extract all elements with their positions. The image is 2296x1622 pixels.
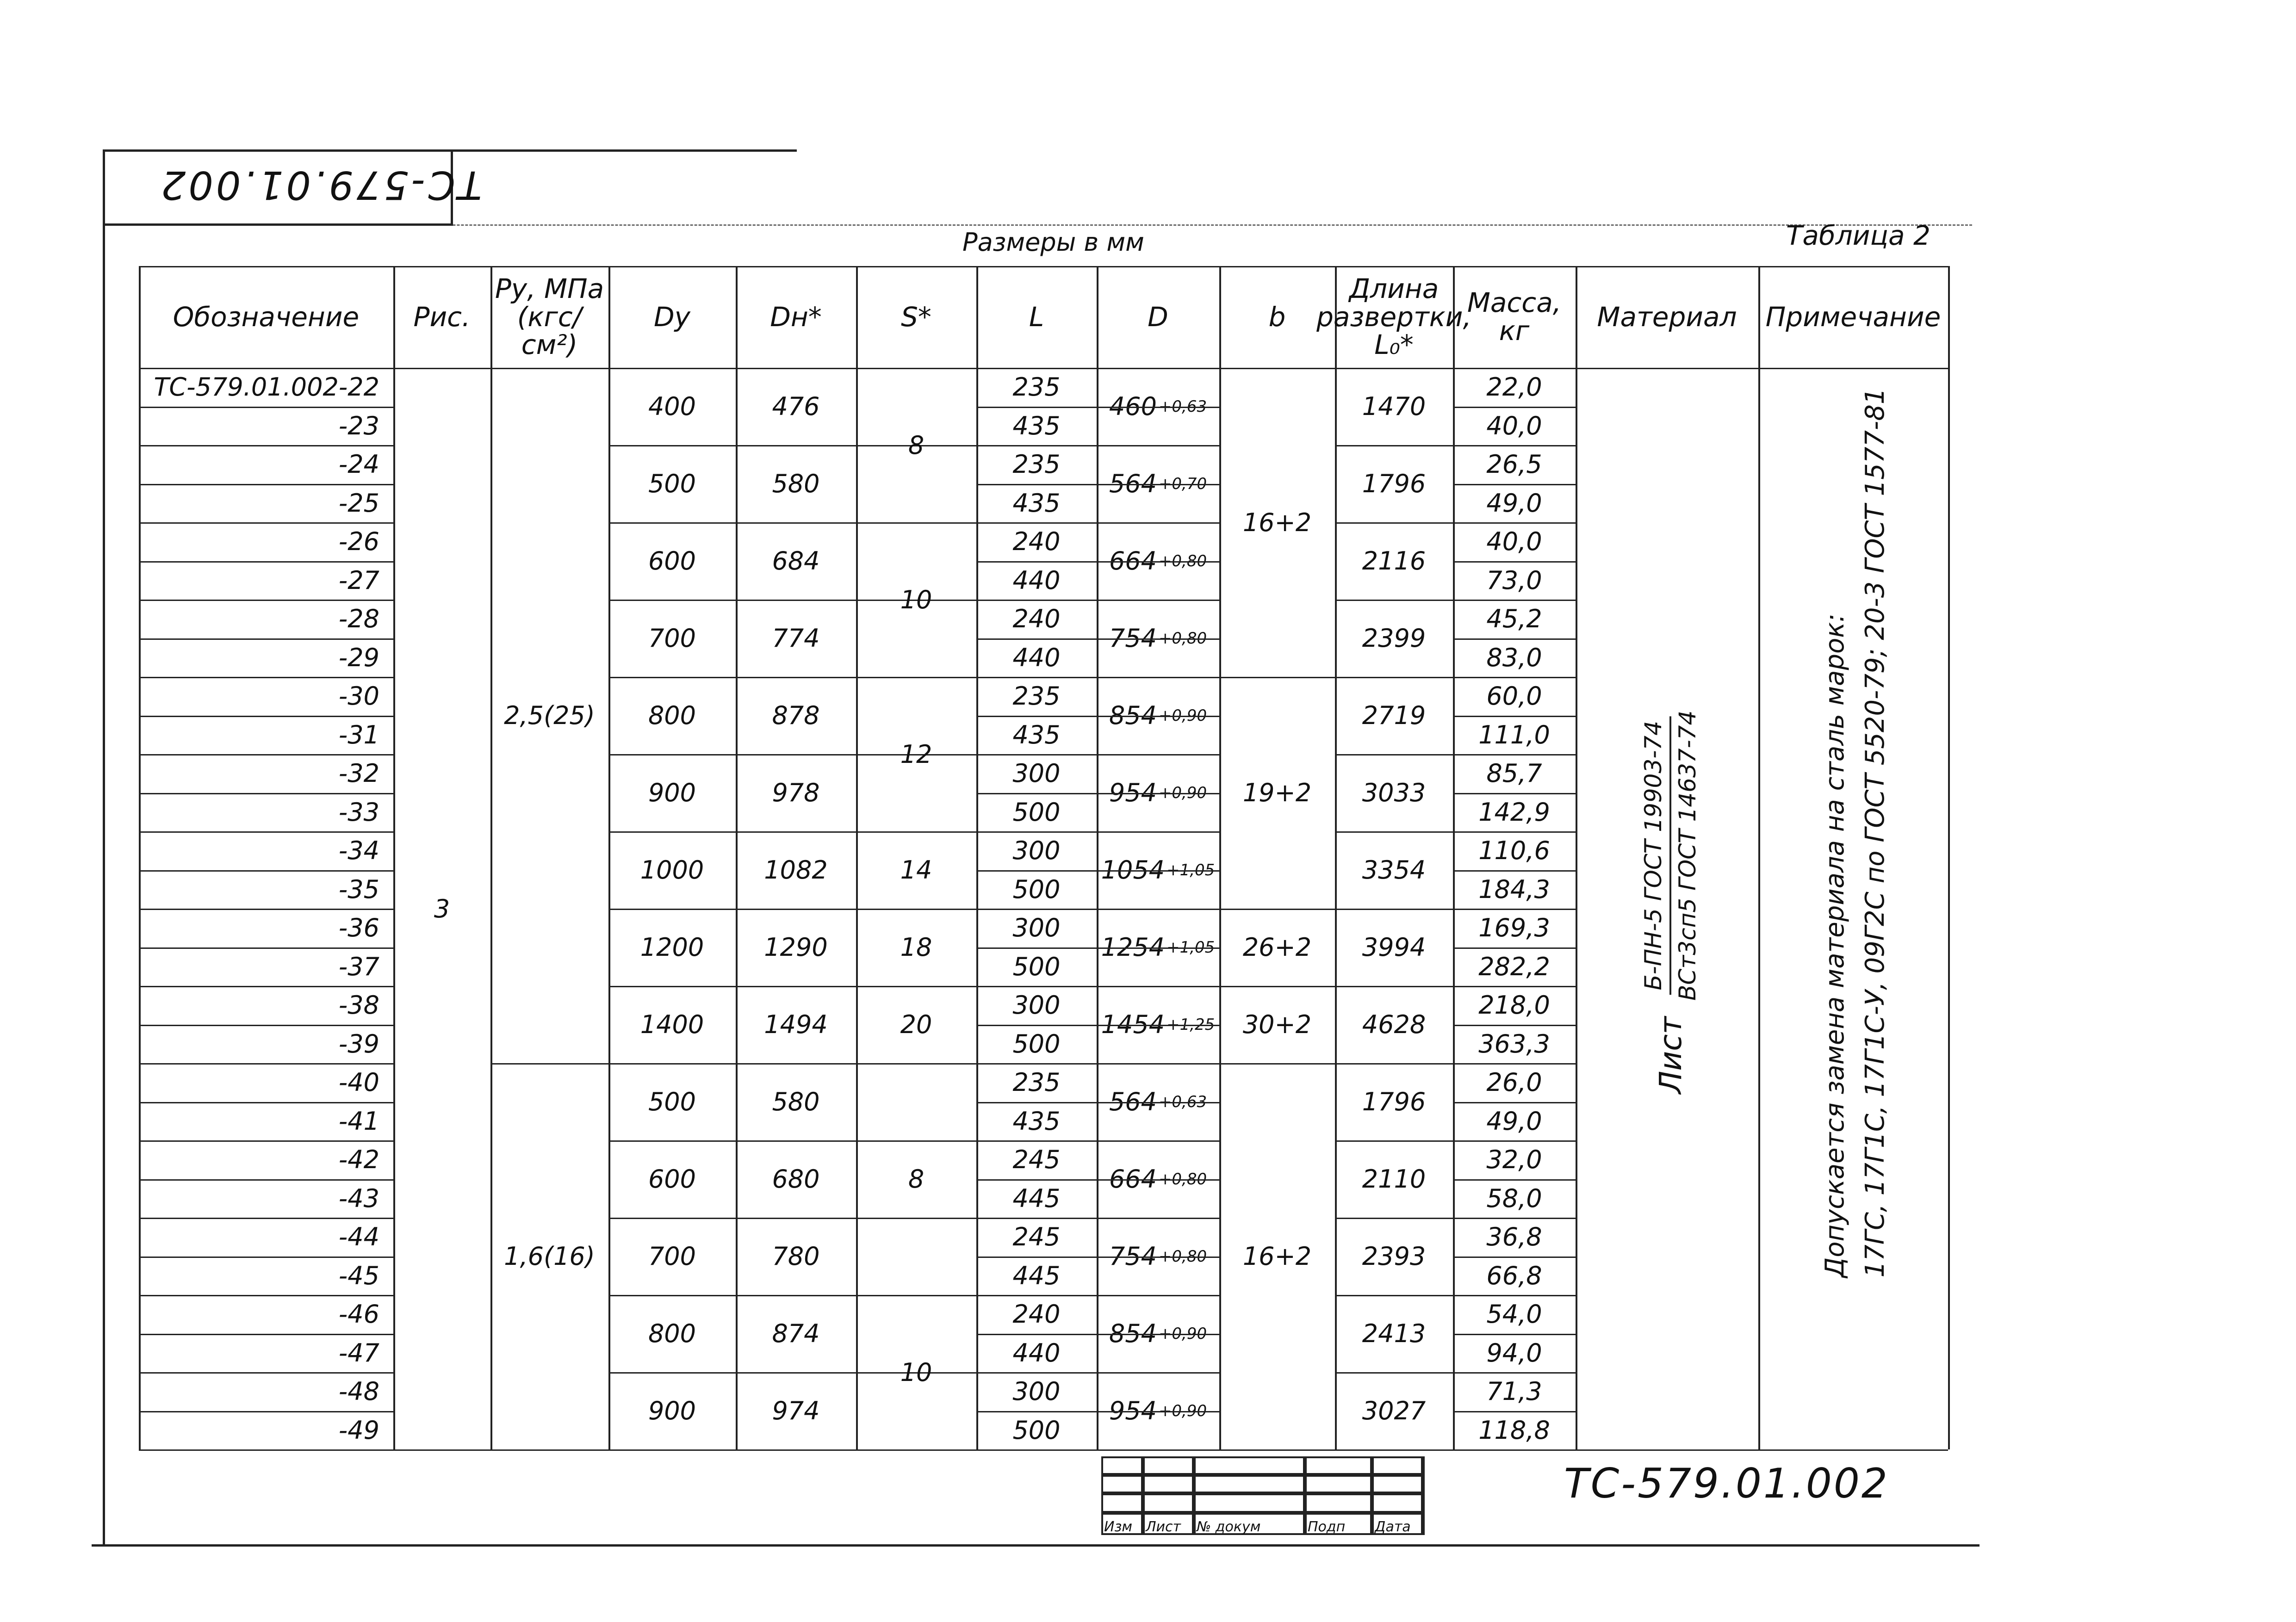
row-divider [976,407,1219,408]
d-base: 564 [1109,469,1157,498]
designation-cell: -47 [338,1338,379,1368]
row-divider [976,1257,1219,1258]
header-fig: Рис. [413,301,471,333]
material-bottom: ВСт3сп5 ГОСТ 14637-74 [1674,710,1701,1001]
pressure-cell: 2,5(25) [504,701,595,730]
length-cell: 3994 [1362,933,1426,962]
dy-cell: 1000 [640,855,704,885]
mass-cell: 60,0 [1486,681,1542,711]
row-divider [976,1179,1219,1181]
mass-cell: 54,0 [1486,1300,1542,1329]
title-block-label: № докум [1197,1519,1261,1535]
designation-cell: -40 [338,1068,379,1097]
d-tolerance: +0,90 [1158,1324,1207,1343]
l-cell: 435 [1012,1106,1061,1136]
dimensions-caption: Размеры в мм [962,228,1144,257]
title-block-label: Подп [1308,1519,1346,1535]
designation-cell: -23 [338,411,379,440]
row-divider [1453,407,1576,408]
b-cell: 16+2 [1242,508,1312,537]
mass-cell: 36,8 [1486,1222,1542,1252]
d-tolerance: +0,80 [1158,629,1207,648]
l-cell: 300 [1012,1377,1061,1406]
l-cell: 300 [1012,991,1061,1020]
dn-cell: 974 [772,1396,820,1425]
mass-cell: 49,0 [1486,488,1542,518]
d-tolerance: +1,05 [1167,938,1215,957]
l-cell: 300 [1012,836,1061,866]
mass-cell: 58,0 [1486,1183,1542,1213]
s-cell: 8 [908,1164,925,1194]
b-cell: 16+2 [1242,1242,1312,1271]
row-divider [1453,716,1576,717]
title-block-label: Изм [1104,1519,1133,1535]
header-mass: Масса, кг [1467,287,1562,347]
header-length: Длина развертки, L₀* [1316,272,1471,361]
mass-cell: 142,9 [1478,797,1550,827]
d-base: 664 [1109,546,1157,576]
dy-cell: 500 [648,1087,696,1116]
designation-cell: -45 [338,1261,379,1290]
length-cell: 2110 [1362,1164,1426,1194]
mass-cell: 169,3 [1478,913,1550,943]
dy-cell: 700 [648,624,696,653]
dy-cell: 1200 [640,933,704,962]
rotated-stamp-box [103,149,482,226]
title-block-cell [1372,1456,1423,1475]
group-divider [490,1449,608,1451]
d-tolerance: +1,25 [1167,1015,1215,1034]
row-divider [1453,1257,1576,1258]
header-d: D [1148,301,1168,333]
designation-cell: -34 [338,836,379,866]
designation-cell: -42 [338,1145,379,1175]
designation-cell: -26 [338,527,379,557]
d-tolerance: +0,90 [1158,1401,1207,1420]
dn-cell: 580 [772,1087,820,1116]
length-cell: 3027 [1362,1396,1426,1425]
length-cell: 2719 [1362,701,1426,730]
d-base: 460 [1109,392,1157,421]
row-divider [1453,947,1576,949]
designation-cell: -43 [338,1183,379,1213]
mass-cell: 218,0 [1478,991,1550,1020]
designation-cell: -46 [338,1300,379,1329]
title-block-cell [1305,1493,1372,1513]
pair-divider [976,1449,1219,1451]
l-cell: 445 [1012,1183,1061,1213]
designation-cell: -29 [338,643,379,672]
length-cell: 1796 [1362,469,1426,498]
pair-divider [1335,1449,1576,1451]
l-cell: 440 [1012,565,1061,595]
s-cell: 18 [900,933,932,962]
title-block-cell [1194,1475,1305,1493]
header-dy: Dy [654,301,690,333]
designation-cell: -27 [338,565,379,595]
title-block-cell [1101,1456,1143,1475]
row-divider [1453,1411,1576,1412]
designation-cell: -49 [338,1415,379,1445]
title-block-label: Лист [1146,1519,1181,1535]
l-cell: 245 [1012,1145,1061,1175]
length-cell: 2116 [1362,546,1426,576]
d-tolerance: +0,90 [1158,706,1207,725]
column-divider [1948,266,1950,1449]
header-b: b [1268,301,1286,333]
l-cell: 435 [1012,488,1061,518]
mass-cell: 184,3 [1478,874,1550,904]
dn-cell: 680 [772,1164,820,1194]
designation-cell: ТС-579.01.002-22 [154,372,379,402]
column-divider [1758,266,1760,1449]
s-cell: 20 [900,1010,932,1039]
d-base: 1254 [1101,933,1165,962]
s-cell: 8 [908,430,925,460]
l-cell: 235 [1012,1068,1061,1097]
mass-cell: 83,0 [1486,643,1542,672]
s-cell: 10 [900,585,932,614]
title-block-cell [1305,1456,1372,1475]
d-tolerance: +0,70 [1158,474,1207,493]
fig-cell: 3 [434,894,450,923]
row-divider [976,870,1219,872]
row-divider [976,638,1219,640]
designation-cell: -25 [338,488,379,518]
s-cell: 10 [900,1357,932,1387]
d-base: 754 [1109,624,1157,653]
title-block-code: ТС-579.01.002 [1564,1460,1889,1507]
dn-cell: 1082 [764,855,828,885]
length-cell: 4628 [1362,1010,1426,1039]
d-base: 564 [1109,1087,1157,1116]
d-base: 664 [1109,1164,1157,1194]
dn-cell: 978 [772,778,820,807]
b-cell: 26+2 [1242,933,1312,962]
row-divider [1453,870,1576,872]
title-block-cell [1372,1493,1423,1513]
designation-cell: -30 [338,681,379,711]
dy-cell: 1400 [640,1010,704,1039]
d-base: 1054 [1101,855,1165,885]
d-tolerance: +0,80 [1158,1170,1207,1189]
material-fraction [1640,706,1701,1005]
row-divider [976,1025,1219,1026]
header-designation: Обозначение [173,301,360,333]
row-divider [976,947,1219,949]
s-cell: 14 [900,855,932,885]
title-block-cell [1143,1456,1194,1475]
mass-cell: 49,0 [1486,1106,1542,1136]
d-tolerance: +0,80 [1158,551,1207,570]
header-note: Примечание [1765,301,1941,333]
material-cell [1610,657,1731,1143]
d-tolerance: +0,63 [1158,1092,1207,1111]
row-divider [1453,638,1576,640]
dn-cell: 684 [772,546,820,576]
l-cell: 435 [1012,411,1061,440]
l-cell: 440 [1012,1338,1061,1368]
designation-cell: -24 [338,450,379,479]
note-cell [1786,388,1925,1278]
l-cell: 300 [1012,913,1061,943]
header-l: L [1029,301,1044,333]
dn-cell: 874 [772,1319,820,1348]
title-block-cell [1101,1475,1143,1493]
dn-cell: 1290 [764,933,828,962]
title-block-cell [1305,1475,1372,1493]
length-cell: 2393 [1362,1242,1426,1271]
row-divider [1453,1179,1576,1181]
l-cell: 245 [1012,1222,1061,1252]
designation-cell: -38 [338,991,379,1020]
designation-cell: -35 [338,874,379,904]
row-divider [1453,561,1576,563]
dy-cell: 800 [648,1319,696,1348]
designation-cell: -28 [338,604,379,634]
header-material: Материал [1597,301,1737,333]
row-divider [1453,1102,1576,1103]
row-divider [1453,1025,1576,1026]
mass-cell: 26,0 [1486,1068,1542,1097]
mass-cell: 94,0 [1486,1338,1542,1368]
dn-cell: 878 [772,701,820,730]
b-cell: 30+2 [1242,1010,1312,1039]
designation-cell: -32 [338,759,379,788]
row-divider [976,561,1219,563]
row-divider [976,716,1219,717]
d-tolerance: +0,80 [1158,1247,1207,1266]
designation-cell: -31 [338,720,379,749]
row-divider [976,793,1219,794]
title-block-cell [1101,1493,1143,1513]
l-cell: 235 [1012,450,1061,479]
mass-cell: 40,0 [1486,411,1542,440]
l-cell: 500 [1012,1415,1061,1445]
l-cell: 500 [1012,952,1061,981]
length-cell: 1796 [1362,1087,1426,1116]
designation-cell: -41 [338,1106,379,1136]
length-cell: 2413 [1362,1319,1426,1348]
mass-cell: 111,0 [1478,720,1550,749]
l-cell: 240 [1012,1300,1061,1329]
table-label: Таблица 2 [1786,220,1930,251]
length-cell: 2399 [1362,624,1426,653]
dy-cell: 500 [648,469,696,498]
d-tolerance: +0,90 [1158,783,1207,802]
l-cell: 445 [1012,1261,1061,1290]
b-cell: 19+2 [1242,778,1312,807]
title-block-cell [1143,1493,1194,1513]
row-divider [976,484,1219,485]
designation-cell: -48 [338,1377,379,1406]
dn-cell: 780 [772,1242,820,1271]
row-divider [976,1102,1219,1103]
rotated-stamp-code: ТС-579.01.002 [158,162,482,208]
material-top: Б-ПН-5 ГОСТ 19903-74 [1640,716,1671,995]
dy-cell: 900 [648,778,696,807]
row-divider [1453,1334,1576,1335]
mass-cell: 363,3 [1478,1029,1550,1059]
l-cell: 240 [1012,604,1061,634]
mass-cell: 45,2 [1486,604,1542,634]
mass-cell: 282,2 [1478,952,1550,981]
pressure-cell: 1,6(16) [504,1242,595,1271]
mass-cell: 71,3 [1486,1377,1542,1406]
dy-cell: 800 [648,701,696,730]
d-base: 954 [1109,1396,1157,1425]
l-cell: 440 [1012,643,1061,672]
group-divider [1219,1449,1335,1451]
frame-bottom-line [92,1544,1980,1547]
row-divider [139,1449,393,1451]
dy-cell: 700 [648,1242,696,1271]
mass-cell: 66,8 [1486,1261,1542,1290]
row-divider [976,1334,1219,1335]
title-block-cell [1194,1456,1305,1475]
mass-cell: 22,0 [1486,372,1542,402]
dy-cell: 600 [648,1164,696,1194]
column-divider [1576,266,1577,1449]
dy-cell: 900 [648,1396,696,1425]
l-cell: 240 [1012,527,1061,557]
dn-cell: 774 [772,624,820,653]
note-line-2: 17ГС, 17Г1С, 17Г1С-У, 09Г2С по ГОСТ 5520-79; 20-3 ГОСТ 1577-81 [1860,388,1890,1278]
mass-cell: 73,0 [1486,565,1542,595]
title-block-cell [1143,1475,1194,1493]
row-divider [1453,793,1576,794]
d-base: 954 [1109,778,1157,807]
length-cell: 3354 [1362,855,1426,885]
l-cell: 235 [1012,681,1061,711]
designation-cell: -33 [338,797,379,827]
length-cell: 1470 [1362,392,1426,421]
material-prefix: Лист [1652,1016,1688,1094]
header-s: S* [901,301,931,333]
mass-cell: 85,7 [1486,759,1542,788]
d-base: 1454 [1101,1010,1165,1039]
designation-cell: -44 [338,1222,379,1252]
l-cell: 500 [1012,874,1061,904]
length-cell: 3033 [1362,778,1426,807]
mass-cell: 110,6 [1478,836,1550,866]
mass-cell: 118,8 [1478,1415,1550,1445]
title-block-cell [1194,1493,1305,1513]
l-cell: 500 [1012,1029,1061,1059]
note-line-1: Допускается замена материала на сталь марок: [1820,613,1850,1278]
designation-cell: -36 [338,913,379,943]
l-cell: 235 [1012,372,1061,402]
title-block-cell [1372,1475,1423,1493]
d-base: 854 [1109,701,1157,730]
l-cell: 300 [1012,759,1061,788]
d-base: 754 [1109,1242,1157,1271]
header-dn: Dн* [770,301,822,333]
d-tolerance: +1,05 [1167,861,1215,879]
designation-cell: -39 [338,1029,379,1059]
dn-cell: 1494 [764,1010,828,1039]
title-block-label: Дата [1375,1519,1411,1535]
designation-cell: -37 [338,952,379,981]
mass-cell: 40,0 [1486,527,1542,557]
row-divider [1453,484,1576,485]
group-divider [856,1449,976,1451]
mass-cell: 32,0 [1486,1145,1542,1175]
l-cell: 500 [1012,797,1061,827]
dn-cell: 476 [772,392,820,421]
header-pressure: Ру, МПа (кгс/см²) [495,272,604,361]
l-cell: 435 [1012,720,1061,749]
mass-cell: 26,5 [1486,450,1542,479]
row-divider [976,1411,1219,1412]
dy-cell: 600 [648,546,696,576]
d-base: 854 [1109,1319,1157,1348]
s-cell: 12 [900,739,932,769]
dy-cell: 400 [648,392,696,421]
frame-left-line [103,149,105,1547]
dn-cell: 580 [772,469,820,498]
d-tolerance: +0,63 [1158,397,1207,416]
